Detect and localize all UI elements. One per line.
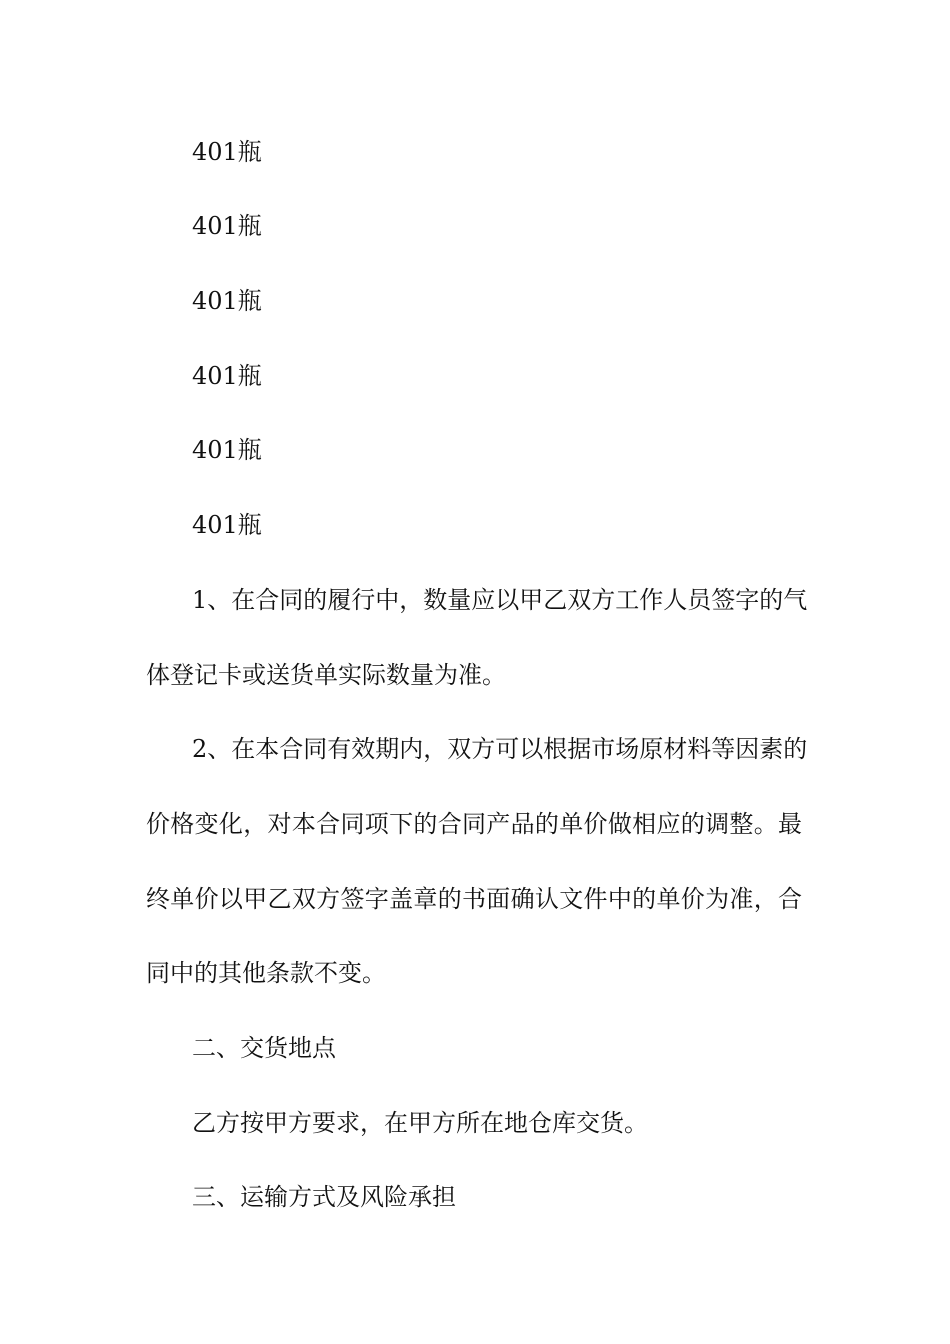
- delivery-text: 乙方按甲方要求，在甲方所在地仓库交货。: [192, 1109, 648, 1137]
- section-heading-transport: 三、运输方式及风险承担: [192, 1183, 456, 1211]
- quantity-line-6: 401瓶: [192, 511, 262, 539]
- clause-2-line-3: 终单价以甲乙双方签字盖章的书面确认文件中的单价为准，合: [146, 885, 802, 913]
- quantity-line-3: 401瓶: [192, 287, 262, 315]
- section-heading-delivery: 二、交货地点: [192, 1034, 336, 1062]
- quantity-line-1: 401瓶: [192, 138, 262, 166]
- clause-1-line-2: 体登记卡或送货单实际数量为准。: [146, 661, 506, 689]
- clause-2-line-2: 价格变化，对本合同项下的合同产品的单价做相应的调整。最: [146, 810, 802, 838]
- clause-1-line-1: 1、在合同的履行中，数量应以甲乙双方工作人员签字的气: [192, 586, 808, 614]
- clause-2-line-4: 同中的其他条款不变。: [146, 959, 386, 987]
- quantity-line-5: 401瓶: [192, 436, 262, 464]
- quantity-line-4: 401瓶: [192, 362, 262, 390]
- clause-2-line-1: 2、在本合同有效期内，双方可以根据市场原材料等因素的: [192, 735, 808, 763]
- quantity-line-2: 401瓶: [192, 212, 262, 240]
